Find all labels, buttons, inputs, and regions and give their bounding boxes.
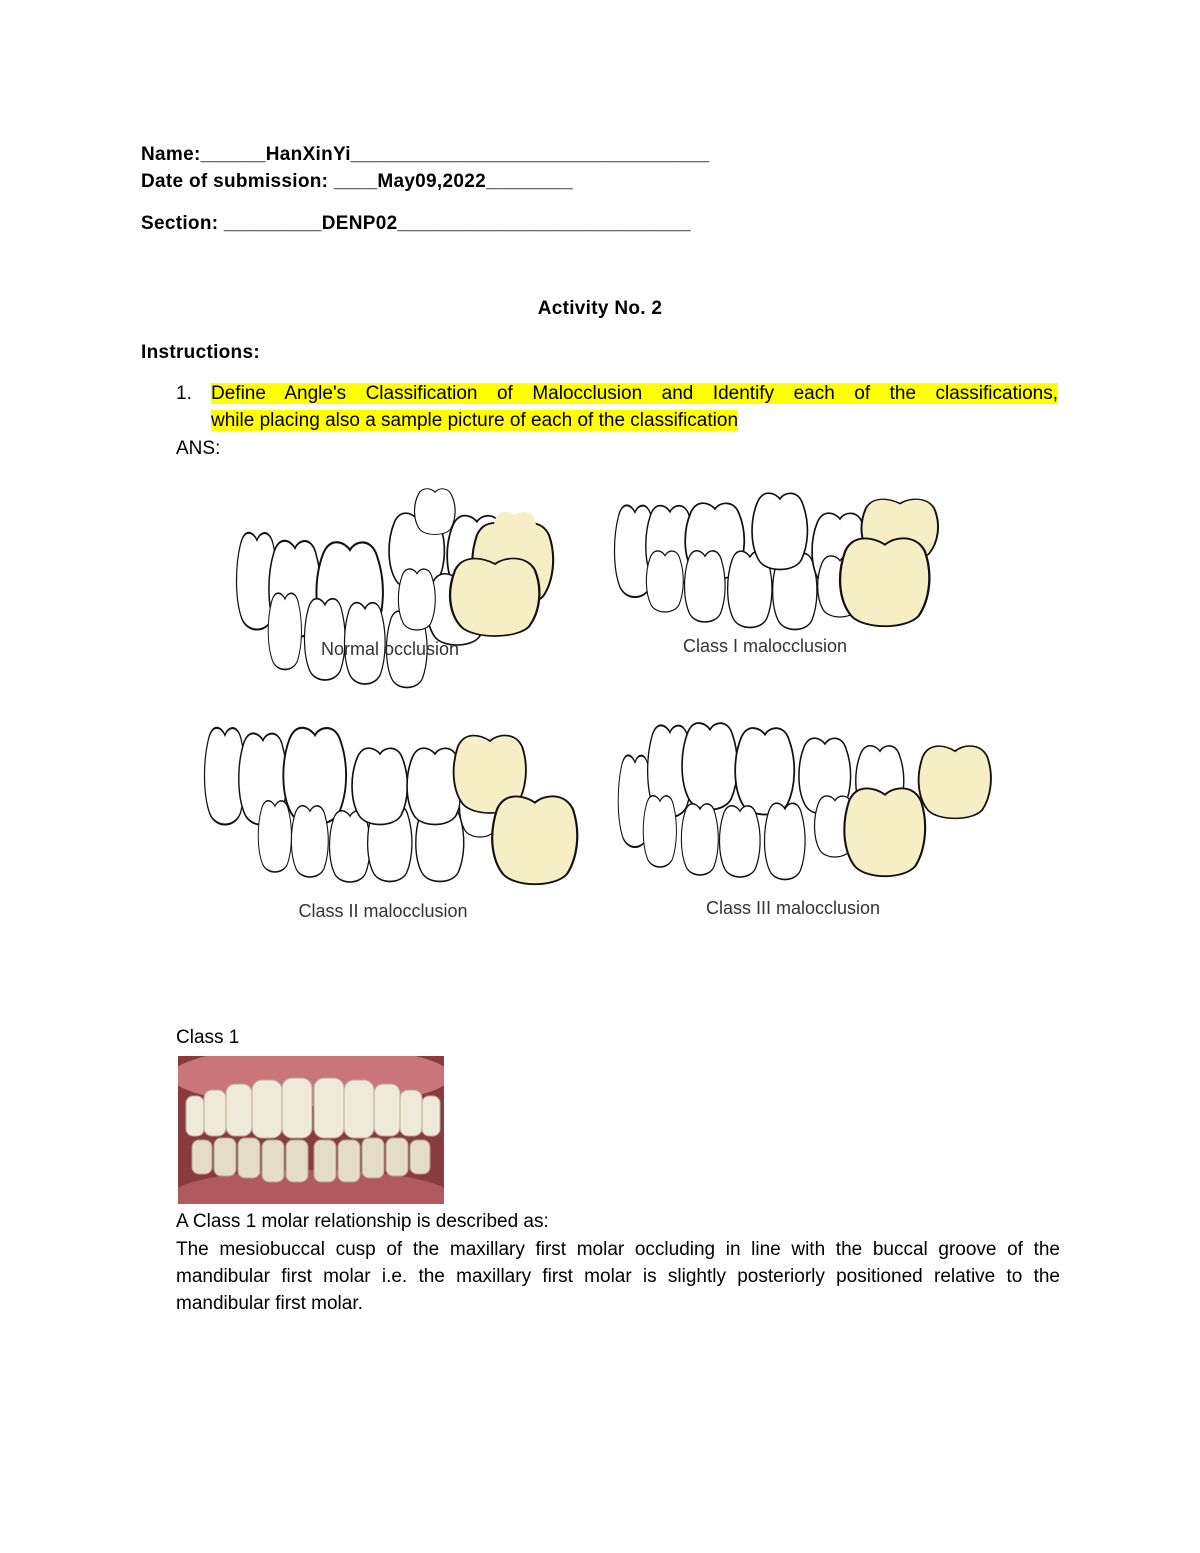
activity-title: Activity No. 2 — [537, 298, 663, 319]
class-1-description: The mesiobuccal cusp of the maxillary first molar occluding in line with the buccal groove of the mandibular first molar i.e. the maxillary first molar is slightly posteriorly positioned relative to the mandibular first molar. — [176, 1239, 1060, 1314]
caption-class-1: Class I malocclusion — [682, 636, 848, 656]
question-line-1 — [211, 383, 1058, 405]
caption-class-2: Class II malocclusion — [298, 901, 468, 921]
class-1-heading: Class 1 — [176, 1027, 240, 1048]
question-number: 1. — [176, 383, 192, 404]
ans-label: ANS: — [176, 438, 221, 459]
class-1-teeth-photo — [178, 1056, 444, 1204]
question-text-1: Define Angle's Classification of Malocclusion and Identify each of the classifications, — [211, 383, 1058, 404]
date-of-submission-line: Date of submission: ____May09,2022________ — [141, 171, 573, 192]
class-2-malocclusion-drawing — [205, 728, 578, 884]
name-line: Name:______HanXinYi_________________________________ — [141, 144, 710, 165]
section-line: Section: _________DENP02___________________________ — [141, 213, 691, 234]
question-line-2 — [211, 410, 738, 432]
class-1-malocclusion-drawing — [615, 493, 939, 629]
question-text-2: while placing also a sample picture of each of the classification — [211, 410, 739, 431]
class-3-malocclusion-drawing — [618, 723, 991, 879]
instructions-label: Instructions: — [141, 342, 260, 363]
caption-normal-occlusion: Normal occlusion — [320, 639, 460, 659]
malocclusion-diagram — [195, 472, 1030, 942]
caption-class-3: Class III malocclusion — [705, 898, 881, 918]
class-1-intro: A Class 1 molar relationship is described as: — [176, 1211, 549, 1232]
